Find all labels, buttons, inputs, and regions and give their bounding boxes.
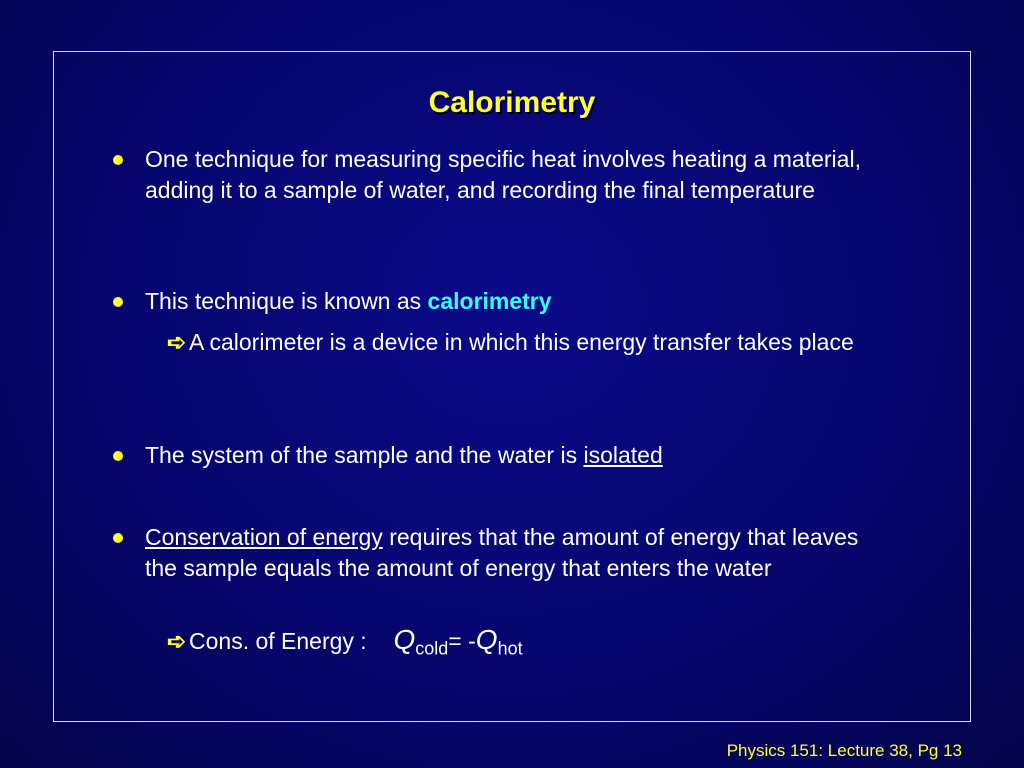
equation-rhs-sub: hot bbox=[497, 638, 523, 659]
underlined-term: isolated bbox=[583, 442, 663, 468]
underlined-term: Conservation of energy bbox=[145, 524, 383, 550]
equation-label: Cons. of Energy : bbox=[189, 628, 374, 654]
equation-lhs-var: Q bbox=[393, 624, 416, 655]
sub-bullet-item bbox=[167, 327, 887, 358]
bullet-text bbox=[145, 522, 883, 584]
bullet-dot-icon bbox=[113, 533, 123, 543]
bullet-item bbox=[113, 440, 883, 471]
bullet-dot-icon bbox=[113, 451, 123, 461]
bullet-item bbox=[113, 522, 883, 584]
sub-bullet-text: A calorimeter is a device in which this energy transfer takes place bbox=[189, 329, 854, 355]
equation-operator: = - bbox=[448, 628, 476, 654]
bullet-item bbox=[113, 144, 883, 206]
arrow-right-icon: ➪ bbox=[167, 628, 187, 654]
equation-rhs-var: Q bbox=[475, 624, 498, 655]
bullet-text bbox=[145, 286, 883, 317]
bullet-dot-icon bbox=[113, 155, 123, 165]
bullet-text-part: The system of the sample and the water is bbox=[145, 442, 584, 468]
bullet-text: One technique for measuring specific heat involves heating a material, adding it to a sample of water, and recording the final temperature bbox=[145, 146, 861, 203]
bullet-text-part: This technique is known as bbox=[145, 288, 428, 314]
highlighted-term: calorimetry bbox=[427, 288, 552, 314]
slide-title: Calorimetry bbox=[428, 86, 596, 119]
bullet-item bbox=[113, 286, 883, 317]
equation-lhs-sub: cold bbox=[415, 638, 449, 659]
arrow-right-icon: ➪ bbox=[167, 329, 187, 355]
bullet-text-part: requires that the amount of energy that leaves the sample equals the amount of energy that enters the water bbox=[145, 524, 859, 581]
slide-footer: Physics 151: Lecture 38, Pg 13 bbox=[726, 741, 962, 760]
bullet-text bbox=[145, 440, 883, 471]
equation-line bbox=[167, 624, 523, 660]
bullet-dot-icon bbox=[113, 297, 123, 307]
